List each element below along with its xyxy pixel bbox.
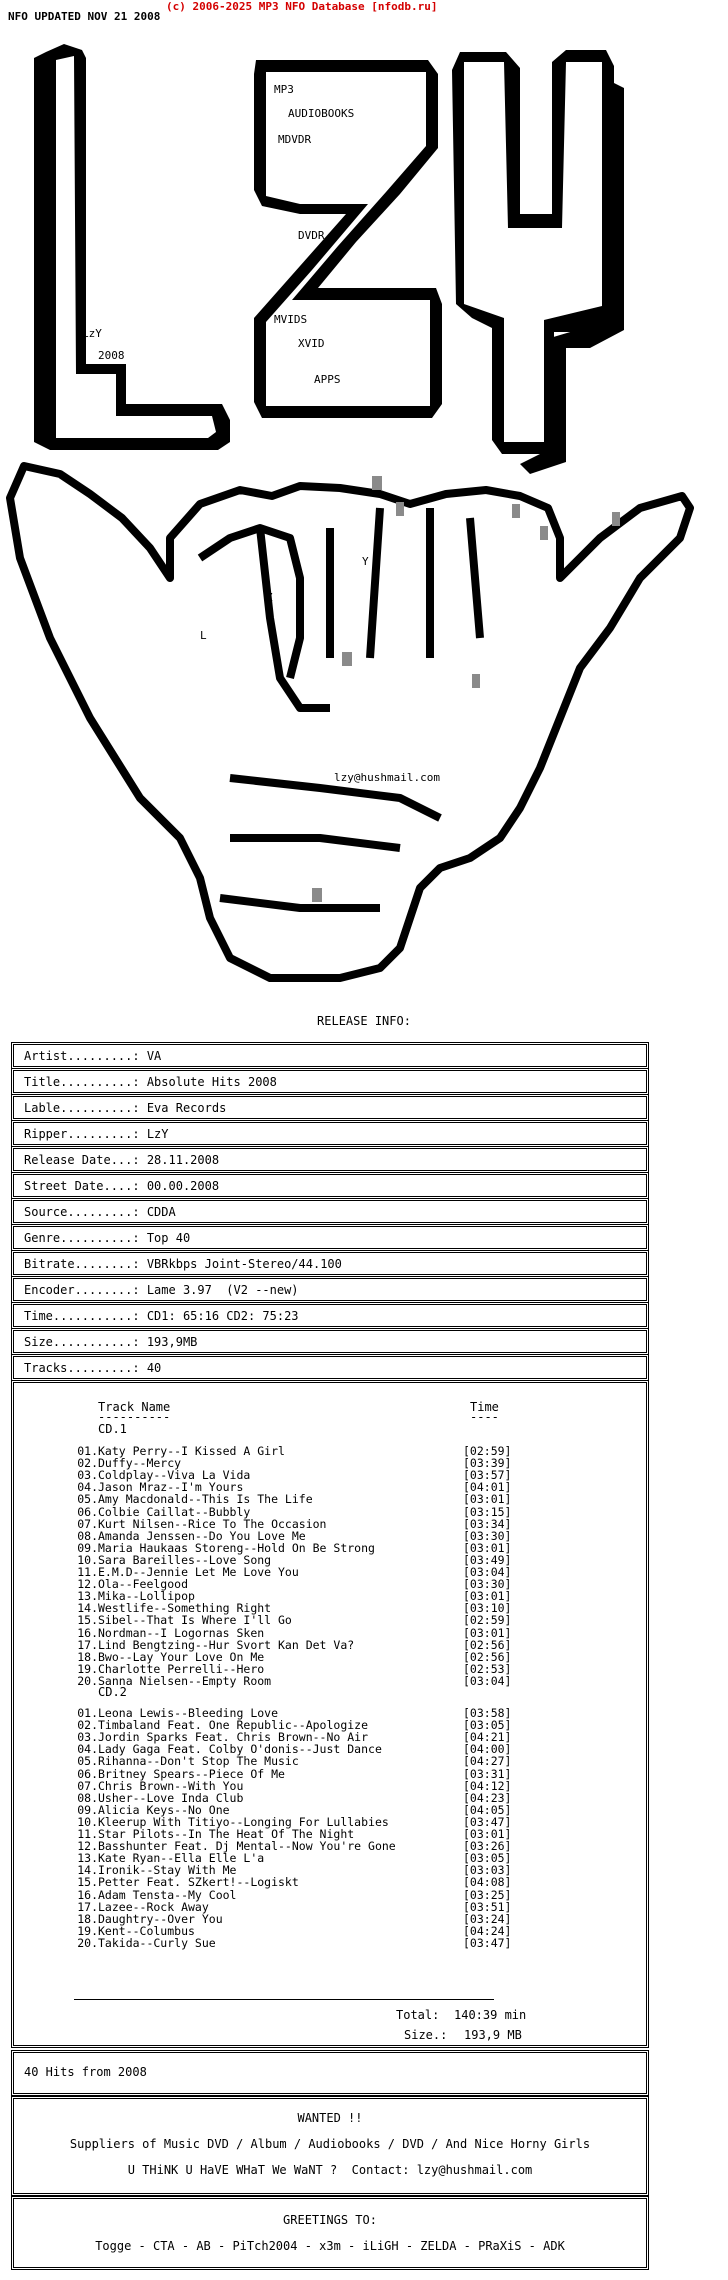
track-number: 20. — [77, 1935, 98, 1950]
art-label-mvids: MVIDS — [274, 313, 308, 326]
total-label: Total: — [396, 2008, 440, 2022]
track-title: E.M.D--Jennie Let Me Love You — [98, 1565, 299, 1579]
track-number: 18. — [77, 1649, 98, 1664]
track-number: 17. — [77, 1637, 98, 1652]
wanted-line-2: U THiNK U HaVE WHaT We WaNT ? Contact: lzy@hushmail.com — [127, 2163, 533, 2177]
track-duration: [03:47] — [463, 1814, 512, 1829]
track-number: 08. — [77, 1790, 98, 1805]
track-number: 14. — [77, 1601, 98, 1616]
track-title: Amanda Jenssen--Do You Love Me — [98, 1528, 306, 1543]
track-title: Lind Bengtzing--Hur Svort Kan Det Va? — [98, 1637, 355, 1652]
track-title: Westlife--Something Right — [98, 1601, 272, 1616]
track-title: Sara Bareilles--Love Song — [98, 1552, 272, 1567]
track-duration: [03:04] — [463, 1673, 512, 1688]
track-title: Jordin Sparks Feat. Chris Brown--No Air — [98, 1730, 369, 1745]
size-label: Size.: — [404, 2028, 448, 2042]
track-number: 01. — [77, 1706, 98, 1720]
track-title: Kate Ryan--Ella Elle L'a — [98, 1851, 265, 1866]
info-row-label — [13, 1096, 647, 1119]
art-label-y: Y — [362, 555, 369, 568]
track-duration: [04:27] — [463, 1754, 512, 1769]
info-row-size — [13, 1330, 647, 1353]
track-title: Ironik--Stay With Me — [98, 1863, 237, 1878]
track-title: Rihanna--Don't Stop The Music — [98, 1754, 299, 1769]
track-number: 19. — [77, 1661, 98, 1676]
art-label-dvdr: DVDR — [298, 229, 325, 242]
release-info-title: RELEASE INFO: — [317, 1014, 411, 1028]
info-text: Artist.........: VA — [24, 1049, 162, 1063]
track-title: Usher--Love Inda Club — [98, 1790, 244, 1805]
track-number: 10. — [77, 1814, 98, 1829]
nfo-header — [0, 0, 728, 23]
greetings-title: GREETINGS TO: — [283, 2213, 377, 2227]
track-number: 13. — [77, 1851, 98, 1866]
track-number: 10. — [77, 1552, 98, 1567]
info-text: Tracks.........: 40 — [24, 1361, 162, 1375]
track-duration: [04:12] — [463, 1778, 512, 1793]
track-duration: [03:01] — [463, 1492, 512, 1507]
track-title: Duffy--Mercy — [98, 1456, 182, 1471]
info-text: Title..........: Absolute Hits 2008 — [24, 1075, 277, 1089]
track-title: Maria Haukaas Storeng--Hold On Be Strong — [98, 1540, 375, 1555]
track-duration: [03:15] — [463, 1504, 512, 1519]
track-number: 09. — [77, 1540, 98, 1555]
info-text: Release Date...: 28.11.2008 — [24, 1153, 220, 1167]
cd1-label: CD.1 — [98, 1422, 127, 1436]
art-label-lzy: LzY — [82, 327, 102, 340]
logo-hand — [10, 466, 690, 978]
info-text: Lable..........: Eva Records — [24, 1101, 227, 1115]
track-number: 16. — [77, 1887, 98, 1902]
info-row-artist — [13, 1044, 647, 1067]
track-title: Sibel--That Is Where I'll Go — [98, 1613, 292, 1628]
track-number: 08. — [77, 1528, 98, 1543]
track-duration: [03:01] — [463, 1540, 512, 1555]
info-row-title — [13, 1070, 647, 1093]
track-title: Lazee--Rock Away — [98, 1899, 209, 1914]
track-duration: [03:49] — [463, 1552, 512, 1567]
track-number: 15. — [77, 1875, 98, 1890]
track-duration: [03:05] — [463, 1718, 512, 1733]
info-row-release-date — [13, 1148, 647, 1171]
info-row-encoder — [13, 1278, 647, 1301]
track-duration: [03:01] — [463, 1625, 512, 1640]
track-number: 12. — [77, 1577, 98, 1592]
track-title: Takida--Curly Sue — [98, 1935, 216, 1950]
track-duration: [02:56] — [463, 1649, 512, 1664]
track-title: Alicia Keys--No One — [98, 1802, 230, 1817]
total-divider — [74, 1999, 494, 2000]
track-duration: [02:56] — [463, 1637, 512, 1652]
col-header-time: Time — [470, 1400, 499, 1414]
track-title: Katy Perry--I Kissed A Girl — [98, 1444, 285, 1458]
track-duration: [02:59] — [463, 1613, 512, 1628]
track-title: Bwo--Lay Your Love On Me — [98, 1649, 265, 1664]
track-duration: [03:01] — [463, 1589, 512, 1604]
track-duration: [03:39] — [463, 1456, 512, 1471]
cd2-label: CD.2 — [98, 1685, 127, 1699]
track-number: 07. — [77, 1516, 98, 1531]
art-label-z: Z — [266, 591, 273, 604]
wanted-line-1: Suppliers of Music DVD / Album / Audiobooks / DVD / And Nice Horny Girls — [69, 2137, 591, 2151]
info-row-tracks — [13, 1356, 647, 1379]
track-number: 17. — [77, 1899, 98, 1914]
track-duration: [04:21] — [463, 1730, 512, 1745]
art-label-xvid: XVID — [298, 337, 325, 350]
track-number: 15. — [77, 1613, 98, 1628]
track-title: Kleerup With Titiyo--Longing For Lullabies — [98, 1814, 389, 1829]
wanted-box — [13, 2098, 647, 2194]
track-title: Ola--Feelgood — [98, 1577, 189, 1592]
track-number: 11. — [77, 1827, 98, 1841]
track-title: Mika--Lollipop — [98, 1589, 195, 1604]
track-number: 11. — [77, 1565, 98, 1579]
track-duration: [04:24] — [463, 1923, 512, 1938]
logo-letter-l — [34, 44, 230, 450]
track-number: 04. — [77, 1480, 98, 1495]
track-number: 05. — [77, 1754, 98, 1769]
track-number: 06. — [77, 1504, 98, 1519]
art-label-email: lzy@hushmail.com — [334, 771, 440, 784]
track-duration: [03:31] — [463, 1766, 512, 1781]
hits-note-text: 40 Hits from 2008 — [24, 2065, 147, 2079]
greetings-box — [13, 2198, 647, 2268]
col-header-track: Track Name — [98, 1400, 171, 1414]
track-duration: [02:53] — [463, 1661, 512, 1676]
track-number: 14. — [77, 1863, 98, 1878]
track-duration: [03:30] — [463, 1577, 512, 1592]
nfo-updated-text: NFO UPDATED NOV 21 2008 — [8, 10, 161, 23]
track-number: 03. — [77, 1468, 98, 1483]
info-text: Source.........: CDDA — [24, 1205, 176, 1219]
info-text: Time...........: CD1: 65:16 CD2: 75:23 — [24, 1309, 299, 1323]
track-duration: [03:47] — [463, 1935, 512, 1950]
track-duration: [03:10] — [463, 1601, 512, 1616]
track-title: Leona Lewis--Bleeding Love — [98, 1706, 279, 1720]
track-duration: [03:30] — [463, 1528, 512, 1543]
logo-letter-y — [452, 50, 624, 474]
track-duration: [03:25] — [463, 1887, 512, 1902]
track-title: Basshunter Feat. Dj Mental--Now You're Gone — [98, 1839, 396, 1854]
art-label-mdvdr: MDVDR — [278, 133, 312, 146]
hits-note-box — [13, 2052, 647, 2094]
info-row-street-date — [13, 1174, 647, 1197]
track-number: 13. — [77, 1589, 98, 1604]
total-value: 140:39 min — [454, 2008, 527, 2022]
track-number: 02. — [77, 1718, 98, 1733]
info-text: Ripper.........: LzY — [24, 1127, 169, 1141]
size-value: 193,9 MB — [464, 2028, 522, 2042]
info-text: Genre..........: Top 40 — [24, 1231, 191, 1245]
track-number: 02. — [77, 1456, 98, 1471]
track-title: Adam Tensta--My Cool — [98, 1887, 237, 1902]
track-title: Lady Gaga Feat. Colby O'donis--Just Dance — [98, 1742, 382, 1757]
track-title: Coldplay--Viva La Vida — [98, 1468, 251, 1483]
art-label-year: 2008 — [98, 349, 125, 362]
track-title: Sanna Nielsen--Empty Room — [98, 1673, 272, 1688]
track-duration: [04:05] — [463, 1802, 512, 1817]
track-number: 12. — [77, 1839, 98, 1854]
track-duration: [04:00] — [463, 1742, 512, 1757]
lzy-logo-art — [0, 18, 728, 1008]
info-text: Size...........: 193,9MB — [24, 1335, 198, 1349]
track-duration: [03:03] — [463, 1863, 512, 1878]
track-number: 06. — [77, 1766, 98, 1781]
track-duration: [03:34] — [463, 1516, 512, 1531]
info-row-bitrate — [13, 1252, 647, 1275]
track-title: Chris Brown--With You — [98, 1778, 244, 1793]
art-label-audiobooks: AUDIOBOOKS — [288, 107, 355, 120]
track-title: Petter Feat. SZkert!--Logiskt — [98, 1875, 299, 1890]
track-number: 07. — [77, 1778, 98, 1793]
col-header-time-underline: ---- — [470, 1410, 499, 1424]
info-row-genre — [13, 1226, 647, 1249]
track-title: Timbaland Feat. One Republic--Apologize — [98, 1718, 369, 1733]
track-number: 05. — [77, 1492, 98, 1507]
track-duration: [02:59] — [463, 1444, 512, 1458]
track-duration: [03:51] — [463, 1899, 512, 1914]
track-number: 01. — [77, 1444, 98, 1458]
track-duration: [03:24] — [463, 1911, 512, 1926]
wanted-title: WANTED !! — [297, 2111, 363, 2125]
art-label-l: L — [200, 629, 207, 642]
track-number: 04. — [77, 1742, 98, 1757]
track-duration: [04:01] — [463, 1480, 512, 1495]
track-number: 09. — [77, 1802, 98, 1817]
track-title: Nordman--I Logornas Sken — [98, 1625, 265, 1640]
track-title: Daughtry--Over You — [98, 1911, 223, 1926]
track-number: 19. — [77, 1923, 98, 1938]
track-number: 18. — [77, 1911, 98, 1926]
track-duration: [03:26] — [463, 1839, 512, 1854]
info-row-time — [13, 1304, 647, 1327]
tracklist-box — [13, 1382, 647, 2046]
info-text: Encoder........: Lame 3.97 (V2 --new) — [24, 1283, 299, 1297]
track-title: Star Pilots--In The Heat Of The Night — [98, 1827, 355, 1841]
track-number: 20. — [77, 1673, 98, 1688]
info-text: Street Date....: 00.00.2008 — [24, 1179, 220, 1193]
track-title: Britney Spears--Piece Of Me — [98, 1766, 285, 1781]
track-duration: [04:23] — [463, 1790, 512, 1805]
info-row-ripper — [13, 1122, 647, 1145]
col-header-track-underline: ---------- — [98, 1410, 171, 1424]
track-duration: [03:05] — [463, 1851, 512, 1866]
track-title: Kent--Columbus — [98, 1923, 195, 1938]
info-text: Bitrate........: VBRkbps Joint-Stereo/44.100 — [24, 1257, 342, 1271]
art-label-apps: APPS — [314, 373, 341, 386]
track-title: Kurt Nilsen--Rice To The Occasion — [98, 1516, 327, 1531]
track-number: 03. — [77, 1730, 98, 1745]
greetings-line: Togge - CTA - AB - PiTch2004 - x3m - iLiGH - ZELDA - PRaXiS - ADK — [95, 2239, 565, 2253]
art-label-mp3: MP3 — [274, 83, 294, 96]
track-duration: [03:01] — [463, 1827, 512, 1841]
track-duration: [03:04] — [463, 1565, 512, 1579]
track-number: 16. — [77, 1625, 98, 1640]
copyright-link[interactable]: (c) 2006-2025 MP3 NFO Database [nfodb.ru] — [166, 0, 438, 13]
track-title: Charlotte Perrelli--Hero — [98, 1661, 265, 1676]
track-duration: [03:57] — [463, 1468, 512, 1483]
track-duration: [03:58] — [463, 1706, 512, 1720]
track-title: Amy Macdonald--This Is The Life — [98, 1492, 313, 1507]
track-duration: [04:08] — [463, 1875, 512, 1890]
track-title: Colbie Caillat--Bubbly — [98, 1504, 251, 1519]
info-row-source — [13, 1200, 647, 1223]
track-title: Jason Mraz--I'm Yours — [98, 1480, 244, 1495]
